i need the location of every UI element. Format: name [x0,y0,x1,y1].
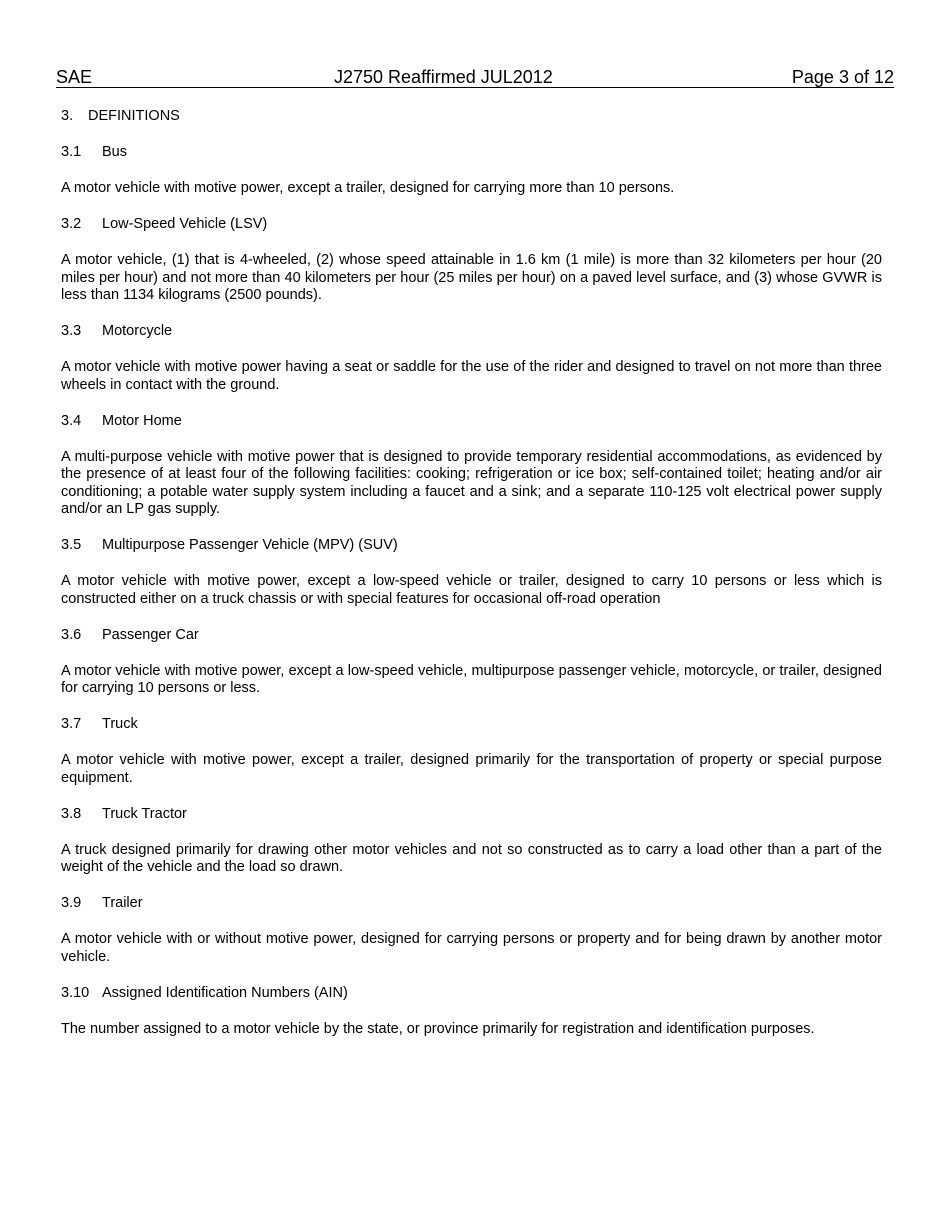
definition-number: 3.5 [61,537,82,553]
definition-number: 3.7 [61,716,82,732]
definition-heading-passenger-car [61,627,882,645]
header-page-number: Page 3 of 12 [791,67,894,87]
definition-heading-truck [61,716,882,734]
header-document-id: J2750 Reaffirmed JUL2012 [334,67,553,87]
definition-text-lsv: A motor vehicle, (1) that is 4-wheeled, (2) whose speed attainable in 1.6 km (1 mile) is more than 32 kilometers per hour (20 miles per hour) and not more than 40 kilometers per hour (25 miles per hour) on a paved level surface, and (3) whose GVWR is less than 1134 kilograms (2500 pounds). [61,252,882,303]
definition-term: Bus [102,144,127,160]
definition-text-motorcycle: A motor vehicle with motive power having a seat or saddle for the use of the rider and designed to travel on not more than three wheels in contact with the ground. [61,359,882,393]
definition-term: Truck Tractor [102,805,187,822]
definition-heading-motorcycle [61,323,882,341]
definition-number: 3.6 [61,626,82,643]
definition-number: 3.8 [61,805,82,822]
definition-heading-truck-tractor [61,806,882,824]
definition-heading-bus [61,144,882,162]
document-body [61,108,882,1057]
definition-number: 3.3 [61,323,82,339]
section-number: 3. [61,108,74,124]
section-heading [61,108,882,126]
definition-number: 3.1 [61,144,82,160]
definition-term: Low-Speed Vehicle (LSV) [102,216,268,232]
definition-term: Passenger Car [102,626,199,643]
page-header [56,67,894,88]
definition-text-truck: A motor vehicle with motive power, except a trailer, designed primarily for the transportation of property or special purpose equipment. [61,752,882,786]
definition-heading-lsv [61,216,882,234]
definition-term: Assigned Identification Numbers (AIN) [102,984,348,1001]
definition-term: Trailer [102,895,143,911]
definition-heading-ain [61,985,882,1003]
header-org: SAE [56,67,93,87]
definition-term: Motor Home [102,412,182,429]
definition-text-mpv: A motor vehicle with motive power, except a low-speed vehicle or trailer, designed to carry 10 persons or less which is constructed either on a truck chassis or with special features for occasional off-road operation [61,573,882,607]
definition-text-motor-home: A multi-purpose vehicle with motive power that is designed to provide temporary residential accommodations, as evidenced by the presence of at least four of the following facilities: cooking; refrigeration or ice box; self-contained toilet; heating and/or air conditioning; a potable water supply system including a faucet and a sink; and a separate 110-125 volt electrical power supply and/or an LP gas supply. [61,448,882,517]
definition-text-trailer: A motor vehicle with or without motive power, designed for carrying persons or property and for being drawn by another motor vehicle. [61,931,882,965]
definition-heading-motor-home [61,413,882,431]
definition-heading-mpv [61,537,882,555]
definition-text-truck-tractor: A truck designed primarily for drawing other motor vehicles and not so constructed as to carry a load other than a part of the weight of the vehicle and the load so drawn. [61,841,882,875]
definition-heading-trailer [61,895,882,913]
definition-text-ain: The number assigned to a motor vehicle by the state, or province primarily for registration and identification purposes. [61,1020,815,1037]
definition-term: Multipurpose Passenger Vehicle (MPV) (SUV) [102,537,398,553]
definition-text-bus: A motor vehicle with motive power, except a trailer, designed for carrying more than 10 persons. [61,180,675,196]
definition-number: 3.4 [61,412,82,429]
definition-number: 3.10 [61,984,90,1001]
definition-term: Motorcycle [102,323,173,339]
section-title: DEFINITIONS [88,108,180,124]
definition-number: 3.9 [61,895,82,911]
definition-text-passenger-car: A motor vehicle with motive power, except a low-speed vehicle, multipurpose passenger vehicle, motorcycle, or trailer, designed for carrying 10 persons or less. [61,662,882,696]
definition-number: 3.2 [61,216,82,232]
definition-term: Truck [102,716,138,732]
